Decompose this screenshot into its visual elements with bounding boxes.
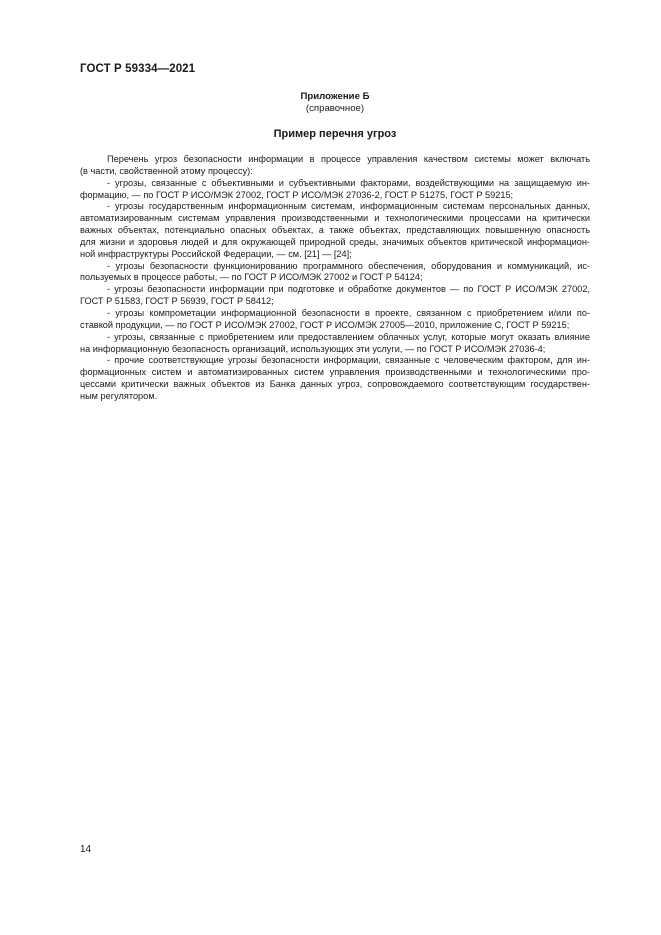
paragraph-line: формацию, — по ГОСТ Р ИСО/МЭК 27002, ГОСТ Р ИСО/МЭК 27036-2, ГОСТ Р 51275, ГОСТ Р 59215; xyxy=(80,189,514,200)
paragraph-line: - угрозы безопасности функционированию программного обеспечения, оборудования и коммуникаций, ис- xyxy=(107,260,590,271)
paragraph xyxy=(80,154,590,178)
paragraph-line: (в части, свойственной этому процессу): xyxy=(80,165,253,176)
annex-title: Приложение Б xyxy=(300,91,370,102)
document-code: ГОСТ Р 59334—2021 xyxy=(80,63,196,75)
paragraph-line: Перечень угроз безопасности информации в процессе управления качеством системы может включать xyxy=(107,154,590,164)
paragraph xyxy=(80,332,590,356)
paragraph-line: - угрозы, связанные с объективными и субъективными факторами, воздействующими на защищаемую ин- xyxy=(107,177,590,188)
annex-subtitle: (справочное) xyxy=(305,103,365,114)
paragraph-line: формационных систем и автоматизированных систем управления производственными и технологическими про- xyxy=(80,367,590,378)
paragraph-line: - угрозы компрометации информационной безопасности в проекте, связанном с приобретением и/или по- xyxy=(107,307,590,318)
paragraph-line: - угрозы государственным информационным системам, информационным системам персональных данных, xyxy=(107,201,590,212)
paragraph xyxy=(80,201,590,260)
paragraph-line: ным регулятором. xyxy=(80,390,158,401)
annex-heading xyxy=(80,91,590,115)
paragraph-line: - угрозы, связанные с приобретением или предоставлением облачных услуг, которые могут оказать влияние xyxy=(107,331,590,342)
paragraph-line: цессами критически важных объектов из Банка данных угроз, сопровождаемого соответствующим государствен- xyxy=(80,379,590,390)
paragraph-line: важных объектах, потенциально опасных объектах, а также объектах, представляющих повышенную опасность xyxy=(80,225,590,236)
paragraph-line: ной инфраструктуры Российской Федерации, — см. [21] — [24]; xyxy=(80,248,352,259)
paragraph-line: на информационную безопасность организаций, использующих эти услуги, — по ГОСТ Р ИСО/МЭК 27036-4; xyxy=(80,343,546,354)
paragraph xyxy=(80,284,590,308)
body-text xyxy=(80,154,590,403)
paragraph xyxy=(80,261,590,285)
paragraph xyxy=(80,178,590,202)
paragraph-line: автоматизированным системам управления производственными и технологическими процессами на критически xyxy=(80,213,590,224)
paragraph-line: для жизни и здоровья людей и для окружающей природной среды, значимых объектов критической информацион- xyxy=(80,236,590,247)
section-title: Пример перечня угроз xyxy=(273,128,397,140)
paragraph-line: ставкой продукции, — по ГОСТ Р ИСО/МЭК 27002, ГОСТ Р ИСО/МЭК 27005—2010, приложение С, ГОСТ Р 59215; xyxy=(80,319,570,330)
paragraph xyxy=(80,308,590,332)
paragraph-line: ГОСТ Р 51583, ГОСТ Р 56939, ГОСТ Р 58412; xyxy=(80,296,274,307)
paragraph-line: - угрозы безопасности информации при подготовке и обработке документов — по ГОСТ Р ИСО/МЭК 27002, xyxy=(107,284,590,295)
paragraph-line: - прочие соответствующие угрозы безопасности информации, связанные с человеческим фактором, для ин- xyxy=(107,355,590,366)
paragraph-line: пользуемых в процессе работы, — по ГОСТ Р ИСО/МЭК 27002 и ГОСТ Р 54124; xyxy=(80,272,423,283)
paragraph xyxy=(80,355,590,402)
page-number: 14 xyxy=(80,844,92,855)
